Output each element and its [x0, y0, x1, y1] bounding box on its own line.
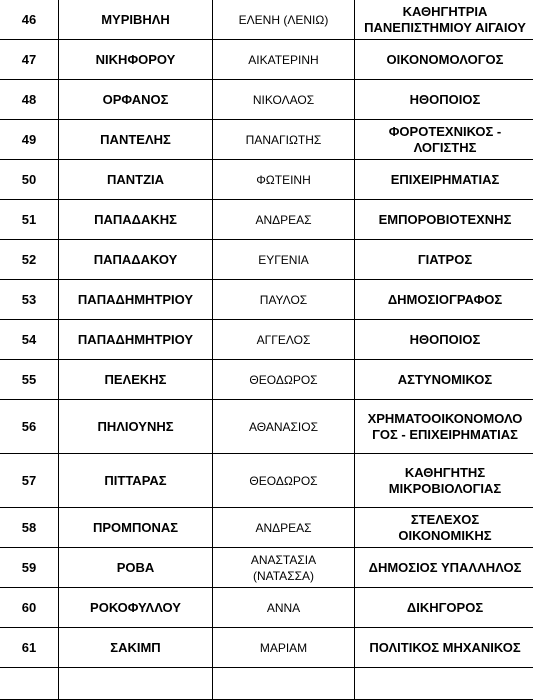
row-number: 48 — [0, 80, 59, 120]
profession-cell-line: ΚΑΘΗΓΗΤΗΣ — [357, 465, 533, 481]
table-row — [0, 160, 533, 200]
profession-cell-line: ΔΗΜΟΣΙΟΓΡΑΦΟΣ — [357, 292, 533, 308]
table-row — [0, 320, 533, 360]
first-name-cell: ΘΕΟΔΩΡΟΣ — [213, 454, 355, 508]
surname-cell: ΡΟΚΟΦΥΛΛΟΥ — [59, 588, 213, 628]
table-row — [0, 628, 533, 668]
profession-cell-line: ΔΙΚΗΓΟΡΟΣ — [357, 600, 533, 616]
profession-cell — [355, 160, 533, 200]
surname-cell: ΜΥΡΙΒΗΛΗ — [59, 0, 213, 40]
profession-cell-line: ΓΟΣ - ΕΠΙΧΕΙΡΗΜΑΤΙΑΣ — [357, 427, 533, 443]
row-number: 51 — [0, 200, 59, 240]
surname-cell — [59, 668, 213, 700]
surname-cell: ΝΙΚΗΦΟΡΟΥ — [59, 40, 213, 80]
surname-cell: ΣΑΚΙΜΠ — [59, 628, 213, 668]
surname-cell: ΟΡΦΑΝΟΣ — [59, 80, 213, 120]
profession-cell — [355, 0, 533, 40]
surname-cell: ΠΕΛΕΚΗΣ — [59, 360, 213, 400]
first-name-cell: ΑΝΔΡΕΑΣ — [213, 508, 355, 548]
table-row — [0, 200, 533, 240]
row-number: 47 — [0, 40, 59, 80]
profession-cell — [355, 508, 533, 548]
profession-cell — [355, 200, 533, 240]
table-row — [0, 400, 533, 454]
surname-cell: ΠΗΛΙΟΥΝΗΣ — [59, 400, 213, 454]
row-number: 60 — [0, 588, 59, 628]
row-number: 61 — [0, 628, 59, 668]
profession-cell-line: ΛΟΓΙΣΤΗΣ — [357, 140, 533, 156]
surname-cell: ΠΑΠΑΔΗΜΗΤΡΙΟΥ — [59, 280, 213, 320]
table-row — [0, 80, 533, 120]
row-number: 55 — [0, 360, 59, 400]
first-name-cell: ΠΑΥΛΟΣ — [213, 280, 355, 320]
profession-cell — [355, 360, 533, 400]
first-name-cell: ΠΑΝΑΓΙΩΤΗΣ — [213, 120, 355, 160]
surname-cell: ΠΑΠΑΔΗΜΗΤΡΙΟΥ — [59, 320, 213, 360]
profession-cell-line: ΟΙΚΟΝΟΜΟΛΟΓΟΣ — [357, 52, 533, 68]
profession-cell-line: ΗΘΟΠΟΙΟΣ — [357, 92, 533, 108]
profession-cell-line: ΠΟΛΙΤΙΚΟΣ ΜΗΧΑΝΙΚΟΣ — [357, 640, 533, 656]
profession-cell-line: ΗΘΟΠΟΙΟΣ — [357, 332, 533, 348]
profession-cell — [355, 668, 533, 700]
row-number — [0, 668, 59, 700]
first-name-cell: ΑΓΓΕΛΟΣ — [213, 320, 355, 360]
profession-cell-line: ΑΣΤΥΝΟΜΙΚΟΣ — [357, 372, 533, 388]
profession-cell-line: ΕΠΙΧΕΙΡΗΜΑΤΙΑΣ — [357, 172, 533, 188]
first-name-cell: ΕΥΓΕΝΙΑ — [213, 240, 355, 280]
table-row — [0, 548, 533, 588]
profession-cell-line: ΣΤΕΛΕΧΟΣ — [357, 512, 533, 528]
profession-cell — [355, 454, 533, 508]
profession-cell-line: ΚΑΘΗΓΗΤΡΙΑ — [357, 4, 533, 20]
profession-cell-line: ΓΙΑΤΡΟΣ — [357, 252, 533, 268]
first-name-cell: ΑΘΑΝΑΣΙΟΣ — [213, 400, 355, 454]
table-row — [0, 668, 533, 700]
table-row — [0, 588, 533, 628]
profession-cell-line: ΠΑΝΕΠΙΣΤΗΜΙΟΥ ΑΙΓΑΙΟΥ — [357, 20, 533, 36]
profession-cell-line: ΟΙΚΟΝΟΜΙΚΗΣ — [357, 528, 533, 544]
first-name-cell: ΑΝΝΑ — [213, 588, 355, 628]
profession-cell — [355, 40, 533, 80]
row-number: 52 — [0, 240, 59, 280]
surname-cell: ΠΡΟΜΠΟΝΑΣ — [59, 508, 213, 548]
profession-cell — [355, 628, 533, 668]
row-number: 46 — [0, 0, 59, 40]
profession-cell — [355, 588, 533, 628]
first-name-cell-line: ΑΝΑΣΤΑΣΙΑ — [215, 552, 352, 568]
first-name-cell — [213, 548, 355, 588]
row-number: 59 — [0, 548, 59, 588]
table-row — [0, 0, 533, 40]
row-number: 57 — [0, 454, 59, 508]
first-name-cell: ΦΩΤΕΙΝΗ — [213, 160, 355, 200]
row-number: 54 — [0, 320, 59, 360]
first-name-cell: ΝΙΚΟΛΑΟΣ — [213, 80, 355, 120]
surname-cell: ΠΑΝΤΖΙΑ — [59, 160, 213, 200]
profession-cell — [355, 280, 533, 320]
profession-cell — [355, 80, 533, 120]
first-name-cell: ΘΕΟΔΩΡΟΣ — [213, 360, 355, 400]
surname-cell: ΠΑΠΑΔΑΚΗΣ — [59, 200, 213, 240]
profession-cell-line: ΕΜΠΟΡΟΒΙΟΤΕΧΝΗΣ — [357, 212, 533, 228]
first-name-cell-line: (ΝΑΤΑΣΣΑ) — [215, 568, 352, 584]
table-row — [0, 240, 533, 280]
profession-cell — [355, 548, 533, 588]
table-row — [0, 360, 533, 400]
row-number: 49 — [0, 120, 59, 160]
first-name-cell — [213, 668, 355, 700]
surname-cell: ΠΙΤΤΑΡΑΣ — [59, 454, 213, 508]
surname-cell: ΡΟΒΑ — [59, 548, 213, 588]
profession-cell-line: ΦΟΡΟΤΕΧΝΙΚΟΣ - — [357, 124, 533, 140]
row-number: 53 — [0, 280, 59, 320]
table-row — [0, 280, 533, 320]
profession-cell-line: ΧΡΗΜΑΤΟΟΙΚΟΝΟΜΟΛΟ — [357, 411, 533, 427]
profession-cell-line: ΔΗΜΟΣΙΟΣ ΥΠΑΛΛΗΛΟΣ — [357, 560, 533, 576]
table-row — [0, 508, 533, 548]
table-row — [0, 454, 533, 508]
profession-cell — [355, 320, 533, 360]
table-row — [0, 120, 533, 160]
surname-cell: ΠΑΝΤΕΛΗΣ — [59, 120, 213, 160]
profession-cell — [355, 120, 533, 160]
row-number: 58 — [0, 508, 59, 548]
profession-cell-line: ΜΙΚΡΟΒΙΟΛΟΓΙΑΣ — [357, 481, 533, 497]
table-row — [0, 40, 533, 80]
surname-cell: ΠΑΠΑΔΑΚΟΥ — [59, 240, 213, 280]
first-name-cell: ΕΛΕΝΗ (ΛΕΝΙΩ) — [213, 0, 355, 40]
profession-cell — [355, 400, 533, 454]
profession-cell — [355, 240, 533, 280]
first-name-cell: ΑΙΚΑΤΕΡΙΝΗ — [213, 40, 355, 80]
row-number: 56 — [0, 400, 59, 454]
first-name-cell: ΜΑΡΙΑΜ — [213, 628, 355, 668]
row-number: 50 — [0, 160, 59, 200]
first-name-cell: ΑΝΔΡΕΑΣ — [213, 200, 355, 240]
